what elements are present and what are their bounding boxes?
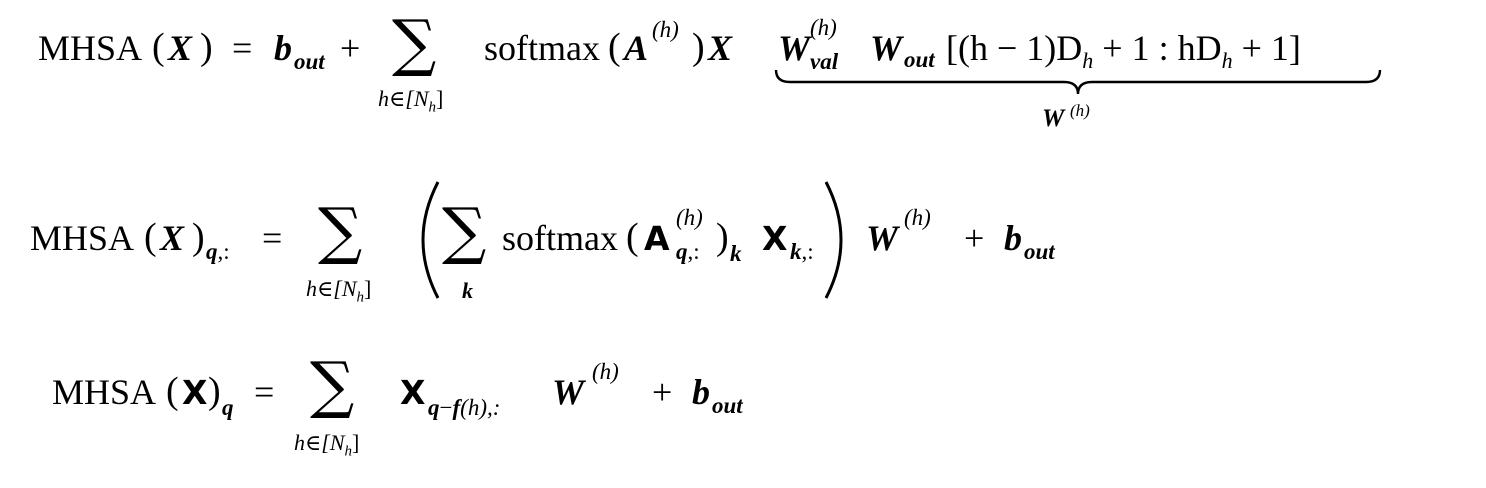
- plus-sign: +: [340, 28, 361, 68]
- plus-sign: +: [652, 372, 673, 412]
- equals-sign: =: [262, 218, 283, 258]
- mhsa-label: MHSA: [30, 218, 135, 258]
- paren-close: ): [192, 216, 205, 258]
- paren-open: (: [144, 216, 157, 258]
- paren-open: (: [152, 26, 165, 68]
- summation-sign: ∑: [310, 348, 355, 421]
- summation-sign: ∑: [318, 194, 363, 267]
- var-w: W: [552, 372, 585, 412]
- head-superscript: (h): [810, 15, 837, 40]
- var-w: W: [870, 28, 903, 68]
- var-a: A: [624, 28, 649, 68]
- equals-sign: =: [232, 28, 253, 68]
- head-superscript: (h): [652, 17, 679, 42]
- brace-label-w: W: [1042, 105, 1065, 132]
- paren-open: (: [166, 370, 179, 412]
- head-superscript: (h): [592, 359, 619, 384]
- var-x: X: [168, 28, 193, 68]
- paren-close: ): [692, 26, 705, 68]
- brace-label-superscript: (h): [1070, 101, 1090, 120]
- var-x: X: [708, 28, 733, 68]
- var-a-bold: A: [644, 219, 670, 258]
- var-w: W: [778, 28, 811, 68]
- bias-subscript: out: [294, 49, 325, 74]
- paren-open: (: [626, 216, 639, 258]
- var-w: W: [866, 218, 899, 258]
- inner-sum-limit: k: [462, 278, 473, 303]
- head-superscript: (h): [676, 205, 703, 230]
- equals-sign: =: [254, 372, 275, 412]
- sum-limit: $h\in[N_h]$: [306, 276, 372, 306]
- lhs-subscript: q,:: [206, 239, 230, 264]
- out-subscript: out: [904, 47, 935, 72]
- paren-close: ): [716, 216, 729, 258]
- query-subscript: q: [222, 395, 234, 420]
- summation-sign: ∑: [392, 6, 437, 79]
- slice-index: [$(h - 1)D_h + 1$ : $hD_h + 1$]: [946, 28, 1301, 74]
- sum-limit: $h\in[N_h]$: [294, 430, 360, 460]
- bias-b: b: [692, 372, 710, 412]
- bias-b: b: [274, 28, 292, 68]
- softmax-label: softmax: [484, 28, 600, 68]
- inner-summation-sign: ∑: [442, 194, 487, 267]
- var-x-bold: X: [400, 373, 426, 412]
- var-x-bold: X: [762, 219, 788, 258]
- sum-limit: $h\in[N_h]$: [378, 86, 444, 116]
- paren-close: ): [200, 26, 213, 68]
- key-subscript: k,:: [790, 239, 814, 264]
- query-subscript: q,:: [676, 239, 700, 264]
- shifted-index-subscript: q−f(h),:: [428, 395, 501, 420]
- softmax-label: softmax: [502, 218, 618, 258]
- val-subscript: val: [810, 49, 839, 74]
- bias-subscript: out: [1024, 239, 1055, 264]
- bias-subscript: out: [712, 393, 743, 418]
- plus-sign: +: [964, 218, 985, 258]
- paren-close: ): [208, 370, 221, 412]
- bias-b: b: [1004, 218, 1022, 258]
- key-subscript: k: [730, 241, 742, 266]
- var-x: X: [160, 218, 185, 258]
- var-x-bold: X: [182, 373, 208, 412]
- paren-open: (: [608, 26, 621, 68]
- mhsa-label: MHSA: [38, 28, 143, 68]
- mhsa-label: MHSA: [52, 372, 157, 412]
- head-superscript: (h): [904, 205, 931, 230]
